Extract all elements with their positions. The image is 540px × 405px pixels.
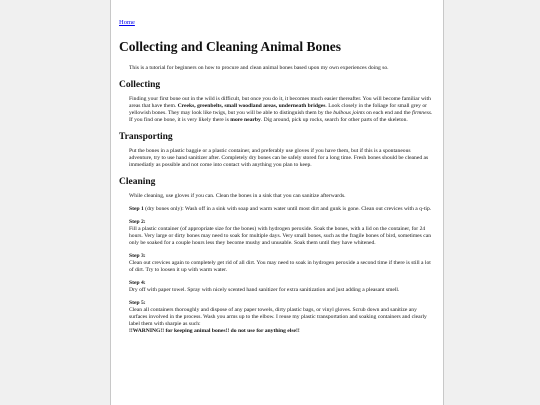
page-title: Collecting and Cleaning Animal Bones (119, 39, 342, 54)
cleaning-step-5: Step 5: Clean all containers thoroughly and dispose of any paper towels, dirty plastic bags, or vinyl gloves. Scrub down and sanitize any surfaces involved in the process. Wash you arms up to the elbow. I reuse my plastic transportation and soaking containers and clearly label them with sharpie as such: !!WARNING!! for keeping animal bones!! do not use for anything else!! (129, 299, 427, 334)
page-content (110, 0, 444, 405)
cleaning-intro: While cleaning, use gloves if you can. Clean the bones in a sink that you can sanitize afterwards. (129, 192, 346, 199)
section-heading-transporting: Transporting (119, 131, 173, 142)
cleaning-step-2: Step 2: Fill a plastic container (of appropriate size for the bones) with hydrogen peroxide. Soak the bones, with a lid on the container, for 24 hours. Very large or dirty bones may need to soak for multiple days. Very small bones, such as the fragile bones of bird, sometimes can only be soaked for a couple hours less they become mushy and unusable. Soak them until they have whitened. (129, 218, 431, 246)
section-heading-collecting: Collecting (119, 79, 161, 90)
section-heading-cleaning: Cleaning (119, 176, 156, 187)
intro-paragraph: This is a tutorial for beginners on how to procure and clean animal bones based upon my own experiences doing so. (129, 64, 389, 71)
collecting-paragraph: Finding your first bone out in the wild is difficult, but once you do it, it becomes much easier thereafter. You will become familiar with areas that have them. Creeks, greenbelts, small woodland areas, underneath bridges. Look closely in the foliage for small grey or yellowish bones. They may look like twigs, but you will be able to distinguish them by the bulbous joints on each end and the firmness. If you find one bone, it is very likely there is more nearby. Dig around, pick up rocks, search for other parts of the skeleton. (129, 95, 433, 123)
cleaning-step-4: Step 4: Dry off with paper towel. Spray with nicely scented hand sanitizer for extra sanitization and just adding a pleasant smell. (129, 279, 400, 293)
home-link[interactable]: Home (119, 19, 135, 26)
transporting-paragraph: Put the bones in a plastic baggie or a plastic container, and preferably use gloves if you have them, but if this is a spontaneous adventure, try to use hand sanitizer after. Completely dry bones can be safely stored for a long time. Fresh bones should be cleaned as immediatly as possible and not come into contact with anything you plan to keep. (129, 147, 429, 168)
cleaning-step-1: Step 1 (dry bones only): Wash off in a sink with soap and warm water until most dirt and gunk is gone. Clean out crevices with a q-tip. (129, 205, 432, 212)
warning-label: !!WARNING!! for keeping animal bones!! do not use for anything else!! (129, 327, 300, 334)
cleaning-step-3: Step 3: Clean out crevices again to completely get rid of all dirt. You may need to soak in hydrogen peroxide a second time if there is still a lot of dirt. Try to loosen it up with warm water. (129, 252, 431, 273)
